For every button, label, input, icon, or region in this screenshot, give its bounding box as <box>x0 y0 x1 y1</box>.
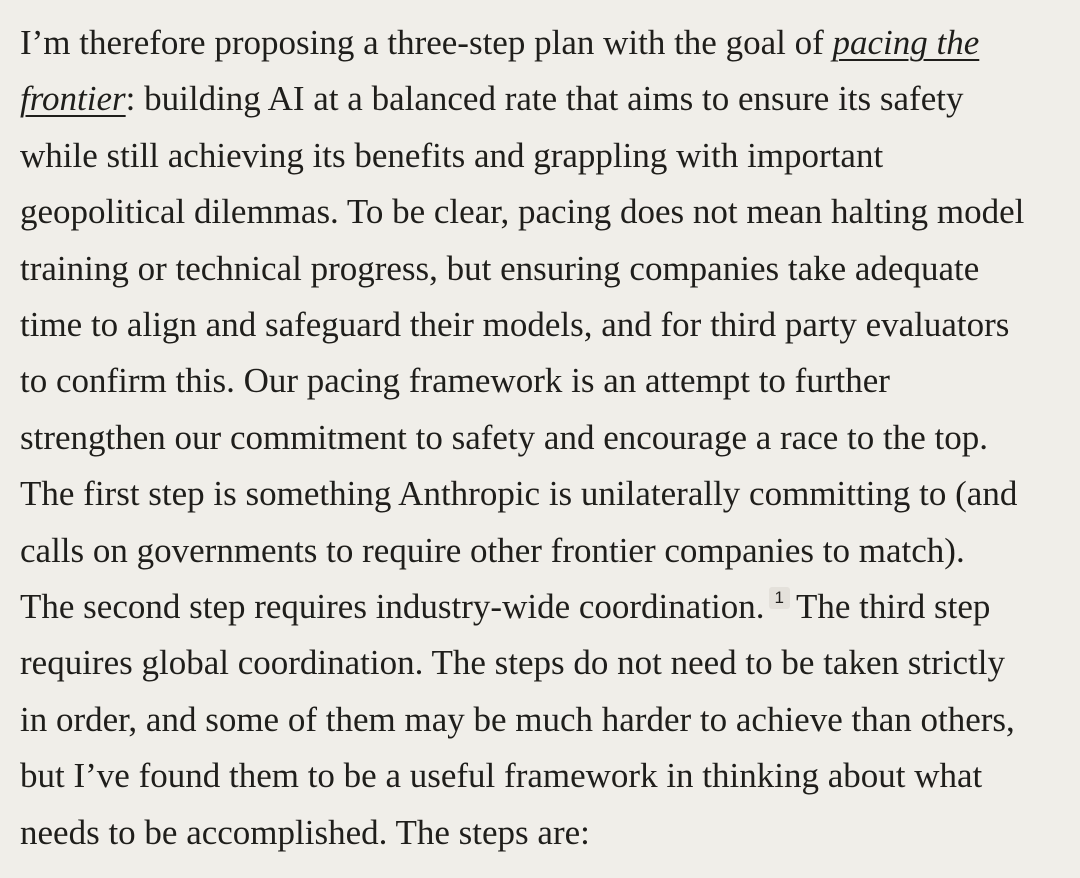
text-segment: The third step <box>796 587 991 627</box>
text-line-8: strengthen our commitment to safety and encourage a race to the top. <box>20 417 988 457</box>
text-line-14: but I’ve found them to be a useful framework in thinking about what <box>20 756 983 796</box>
text-line-15: needs to be accomplished. The steps are: <box>20 812 590 852</box>
pacing-the-frontier-link[interactable]: pacing the <box>832 23 980 62</box>
text-line-11 <box>20 579 1062 635</box>
footnote-marker[interactable]: 1 <box>769 587 790 609</box>
text-line-12: requires global coordination. The steps do not need to be taken strictly <box>20 643 1005 683</box>
text-segment: : building AI at a balanced rate that aims to ensure its safety <box>125 79 964 119</box>
text-segment: I’m therefore proposing a three-step plan with the goal of <box>20 23 833 62</box>
text-line-4: geopolitical dilemmas. To be clear, pacing does not mean halting model <box>20 192 1025 232</box>
text-line-13: in order, and some of them may be much harder to achieve than others, <box>20 699 1015 739</box>
text-line-9: The first step is something Anthropic is unilaterally committing to (and <box>20 474 1018 514</box>
text-line-7: to confirm this. Our pacing framework is an attempt to further <box>20 361 890 401</box>
text-line-5: training or technical progress, but ensuring companies take adequate <box>20 248 980 288</box>
paragraph <box>20 15 1062 861</box>
text-line-3: while still achieving its benefits and grappling with important <box>20 135 884 175</box>
text-line-10: calls on governments to require other frontier companies to match). <box>20 530 965 570</box>
text-line-6: time to align and safeguard their models, and for third party evaluators <box>20 305 1010 345</box>
pacing-the-frontier-link-continued[interactable]: frontier <box>20 79 126 119</box>
text-line-2 <box>20 71 1062 127</box>
text-segment: The second step requires industry-wide coordination. <box>20 587 765 627</box>
text-line-1 <box>20 15 1062 71</box>
